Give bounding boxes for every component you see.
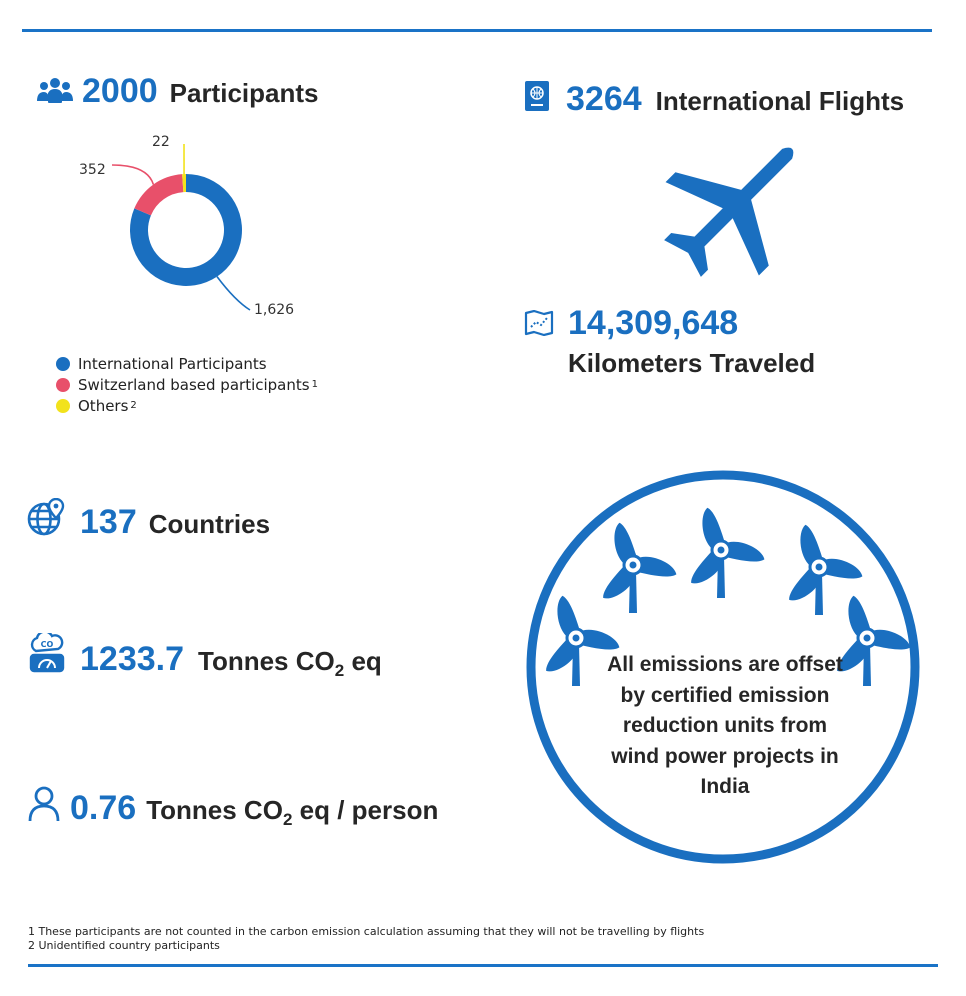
legend-label: Others bbox=[78, 396, 129, 415]
flights-number: 3264 bbox=[566, 80, 642, 118]
flights-label: International Flights bbox=[655, 86, 905, 116]
per-person-label-text: Tonnes CO bbox=[146, 795, 283, 825]
airplane-icon bbox=[652, 132, 812, 287]
legend-label: International Participants bbox=[78, 354, 267, 373]
people-icon bbox=[36, 77, 74, 105]
map-icon bbox=[524, 310, 554, 336]
offset-statement: All emissions are offset by certified emission reduction units from wind power projects in India bbox=[607, 653, 843, 798]
emissions-label bbox=[198, 646, 382, 681]
donut-slice-switzerland bbox=[134, 174, 183, 215]
globe-pin-icon bbox=[26, 498, 66, 538]
top-rule bbox=[22, 29, 932, 32]
co2-meter-icon bbox=[28, 633, 66, 673]
passport-icon bbox=[524, 80, 550, 112]
svg-text:CO: CO bbox=[40, 640, 54, 649]
per-person-number: 0.76 bbox=[70, 789, 137, 827]
emissions-stat bbox=[80, 640, 382, 681]
data-label-others: 22 bbox=[152, 134, 170, 150]
per-person-stat bbox=[70, 789, 438, 830]
countries-number: 137 bbox=[80, 503, 137, 541]
chart-legend bbox=[56, 353, 318, 416]
bottom-rule bbox=[28, 964, 938, 967]
legend-swatch-red bbox=[56, 378, 70, 392]
legend-footnote-mark: 2 bbox=[130, 400, 137, 411]
person-icon bbox=[27, 786, 61, 822]
participants-donut-chart bbox=[0, 120, 360, 330]
emissions-label-text: Tonnes CO bbox=[198, 646, 335, 676]
leader-line-switzerland bbox=[112, 165, 153, 184]
footnote-2: 2 Unidentified country participants bbox=[28, 939, 220, 952]
legend-footnote-mark: 1 bbox=[311, 379, 318, 390]
emissions-label-suffix: eq bbox=[344, 646, 382, 676]
participants-number: 2000 bbox=[82, 72, 158, 110]
per-person-label-suffix: eq / person bbox=[292, 795, 439, 825]
participants-label: Participants bbox=[169, 78, 319, 108]
footnotes bbox=[28, 925, 704, 953]
legend-item-international bbox=[56, 353, 318, 374]
distance-label: Kilometers Traveled bbox=[568, 348, 816, 378]
legend-label: Switzerland based participants bbox=[78, 375, 310, 394]
participants-stat bbox=[82, 72, 318, 111]
countries-label: Countries bbox=[148, 509, 271, 539]
data-label-switzerland: 352 bbox=[79, 162, 106, 178]
legend-swatch-yellow bbox=[56, 399, 70, 413]
legend-swatch-blue bbox=[56, 357, 70, 371]
flights-stat bbox=[566, 80, 904, 119]
per-person-label bbox=[146, 795, 438, 830]
data-label-international: 1,626 bbox=[254, 302, 295, 318]
footnote-1: 1 These participants are not counted in the carbon emission calculation assuming that they will not be travelling by flights bbox=[28, 925, 705, 938]
distance-number: 14,309,648 bbox=[568, 304, 739, 342]
legend-item-others bbox=[56, 395, 318, 416]
emissions-label-subscript: 2 bbox=[334, 661, 345, 681]
leader-line-international bbox=[217, 277, 250, 310]
legend-item-switzerland bbox=[56, 374, 318, 395]
emissions-number: 1233.7 bbox=[80, 640, 184, 678]
countries-stat bbox=[80, 503, 270, 542]
per-person-label-subscript: 2 bbox=[282, 810, 293, 830]
